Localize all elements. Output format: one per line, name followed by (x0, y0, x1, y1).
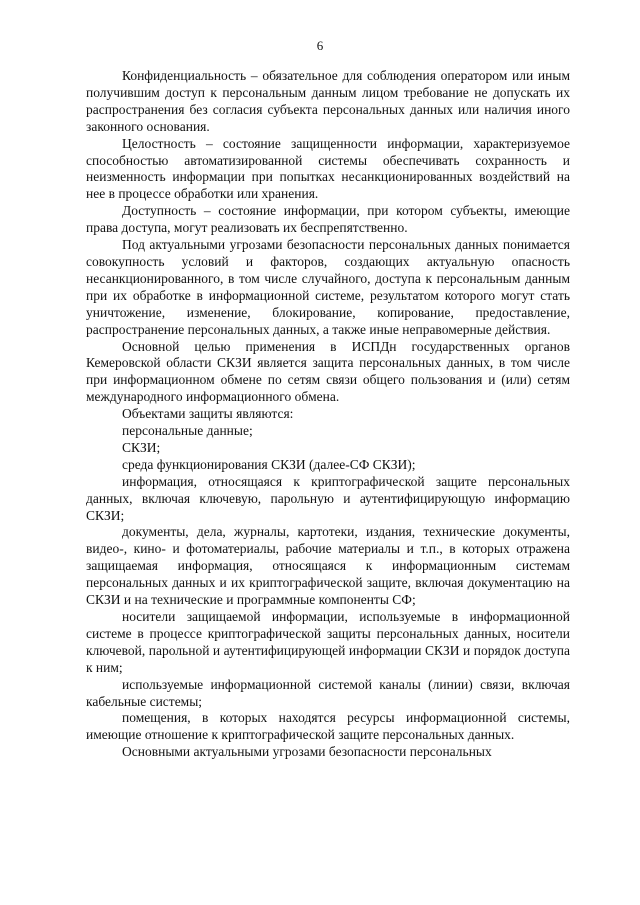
list-item-premises: помещения, в которых находятся ресурсы информационной системы, имеющие отношение к криптографической защите персональных данных. (86, 710, 570, 743)
list-item-crypto-information: информация, относящаяся к криптографической защите персональных данных, включая ключевую, парольную и аутентифицирующую информацию СКЗИ; (86, 473, 570, 523)
list-item-personal-data: персональные данные; (122, 423, 253, 439)
paragraph-integrity: Целостность – состояние защищенности информации, характеризуемое способностью автоматизированной системы обеспечивать сохранность и неизменность информации при попытках несанкционированных воздействий на нее в процессе обработки или хранения. (86, 135, 570, 202)
paragraph-main-goal: Основной целью применения в ИСПДн государственных органов Кемеровской области СКЗИ является защита персональных данных, в том числе при информационном обмене по сетям связи общего пользования и (или) сетям международного информационного обмена. (86, 338, 570, 405)
list-item-communication-channels: используемые информационной системой каналы (линии) связи, включая кабельные системы; (86, 676, 570, 709)
list-item-documents: документы, дела, журналы, картотеки, издания, технические документы, видео-, кино- и фотоматериалы, рабочие материалы и т.п., в которых отражена защищаемая информация, относящаяся к информационным системам персональных данных и их криптографической защите, включая документацию на СКЗИ и на технические и программные компоненты СФ; (86, 524, 570, 608)
paragraph-actual-threats: Под актуальными угрозами безопасности персональных данных понимается совокупность условий и факторов, создающих актуальную опасность несанкционированного, в том числе случайного, доступа к персональным данным при их обработке в информационной системе, результатом которого могут стать уничтожение, изменение, блокирование, копирование, предоставление, распространение персональных данных, а также иные неправомерные действия. (86, 237, 570, 337)
list-item-sf-skzi: среда функционирования СКЗИ (далее-СФ СКЗИ); (122, 456, 416, 472)
paragraph-availability: Доступность – состояние информации, при котором субъекты, имеющие права доступа, могут реализовать их беспрепятственно. (86, 203, 570, 236)
paragraph-confidentiality: Конфиденциальность – обязательное для соблюдения оператором или иным получившим доступ к персональным данным лицом требование не допускать их распространения без согласия субъекта персональных данных или наличия иного законного основания. (86, 68, 570, 134)
paragraph-protection-objects-intro: Объектами защиты являются: (122, 406, 294, 422)
document-body (86, 68, 570, 761)
page-number: 6 (316, 38, 324, 53)
list-item-skzi: СКЗИ; (122, 439, 161, 455)
list-item-media: носители защищаемой информации, используемые в информационной системе в процессе криптографической защиты персональных данных, носители ключевой, парольной и аутентифицирующей информации СКЗИ и порядок доступа к ним; (86, 609, 570, 675)
paragraph-main-threats-start: Основными актуальными угрозами безопасности персональных (122, 744, 492, 760)
